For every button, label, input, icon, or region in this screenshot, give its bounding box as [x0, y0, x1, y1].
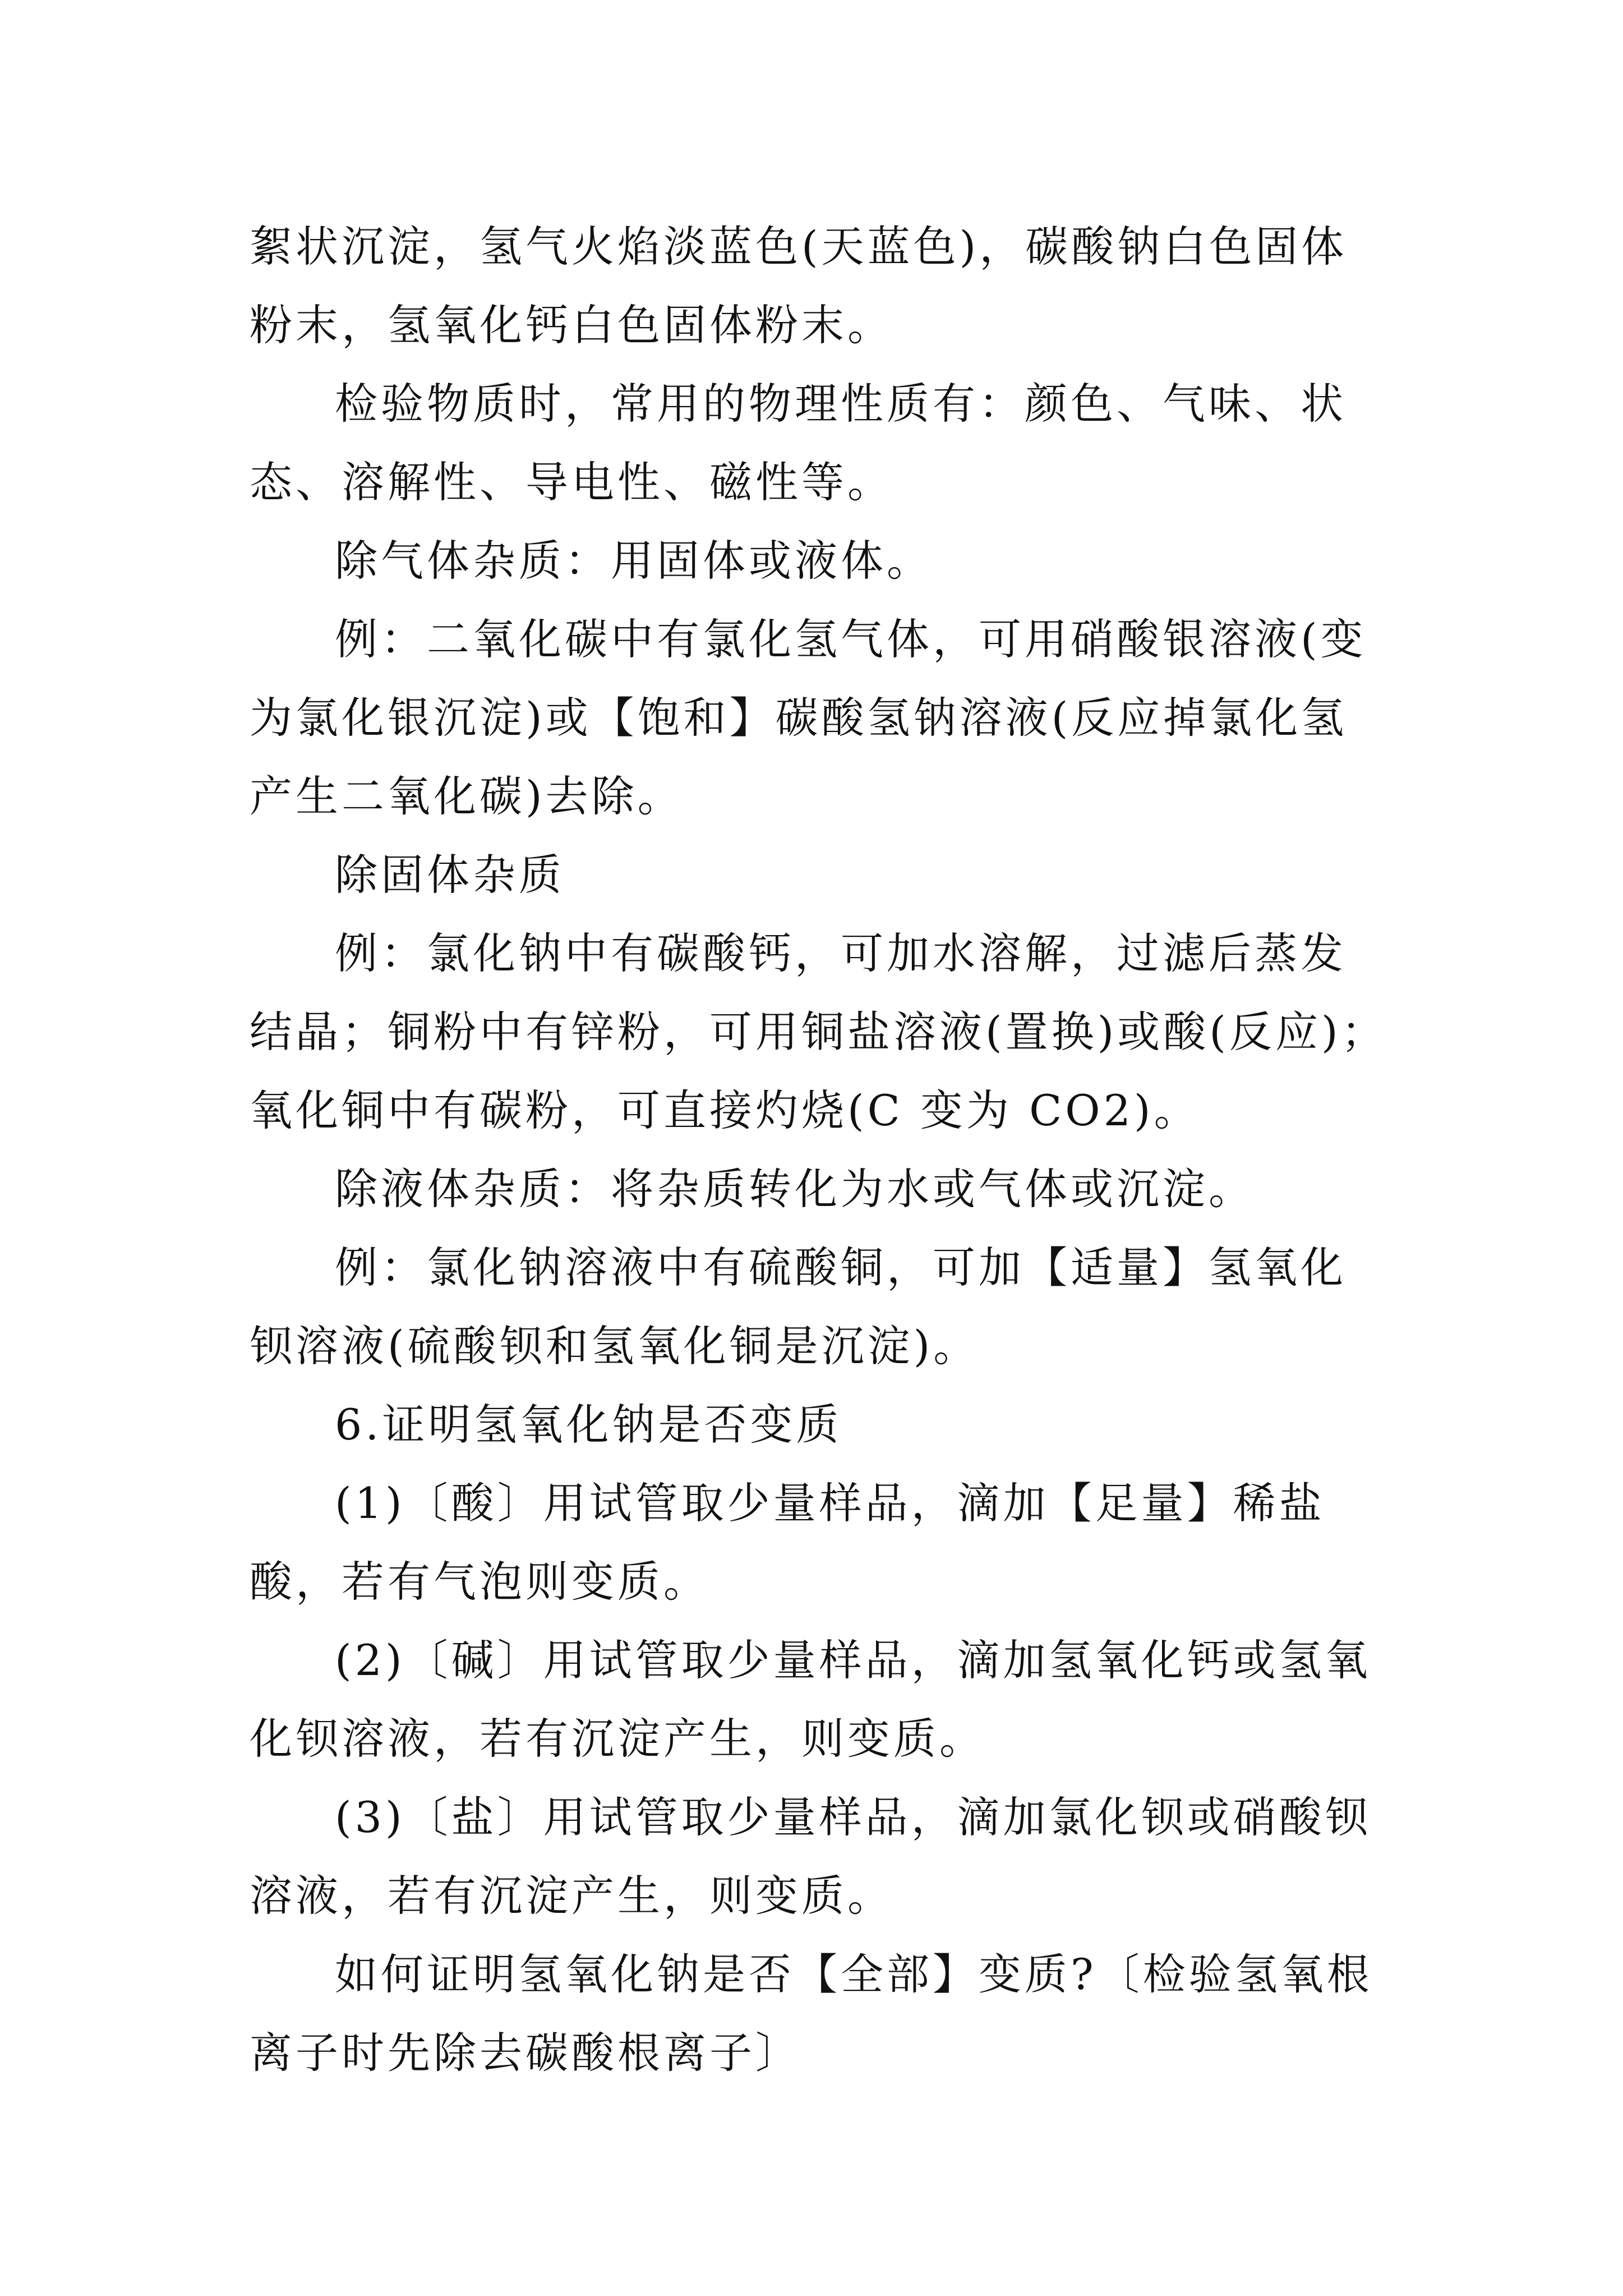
paragraph: 6.证明氢氧化钠是否变质 — [335, 1400, 842, 1450]
paragraph: 如何证明氢氧化钠是否【全部】变质?〔检验氢氧根离子时先除去碳酸根离子〕 — [250, 1949, 1373, 2078]
paragraph: 例：氯化钠溶液中有硫酸铜，可加【适量】氢氧化钡溶液(硫酸钡和氢氧化铜是沉淀)。 — [250, 1243, 1347, 1371]
paragraph: 除固体杂质 — [335, 850, 565, 900]
document-body — [250, 208, 1388, 2092]
paragraph: 例：氯化钠中有碳酸钙，可加水溶解，过滤后蒸发结晶；铜粉中有锌粉，可用铜盐溶液(置换)或酸(反应)；氧化铜中有碳粉，可直接灼烧(C 变为 CO2)。 — [250, 928, 1387, 1135]
paragraph: (1)〔酸〕用试管取少量样品，滴加【足量】稀盐酸，若有气泡则变质。 — [250, 1478, 1325, 1607]
paragraph: 除气体杂质：用固体或液体。 — [335, 536, 933, 586]
paragraph: 除液体杂质：将杂质转化为水或气体或沉淀。 — [335, 1164, 1255, 1214]
paragraph: 检验物质时，常用的物理性质有：颜色、气味、状态、溶解性、导电性、磁性等。 — [250, 379, 1347, 507]
paragraph: (3)〔盐〕用试管取少量样品，滴加氯化钡或硝酸钡溶液，若有沉淀产生，则变质。 — [250, 1792, 1371, 1921]
paragraph: (2)〔碱〕用试管取少量样品，滴加氢氧化钙或氢氧化钡溶液，若有沉淀产生，则变质。 — [250, 1635, 1371, 1764]
paragraph: 例：二氧化碳中有氯化氢气体，可用硝酸银溶液(变为氯化银沉淀)或【饱和】碳酸氢钠溶液(反应掉氯化氢产生二氧化碳)去除。 — [250, 614, 1367, 821]
paragraph: 絮状沉淀，氢气火焰淡蓝色(天蓝色)，碳酸钠白色固体粉末，氢氧化钙白色固体粉末。 — [250, 222, 1348, 350]
